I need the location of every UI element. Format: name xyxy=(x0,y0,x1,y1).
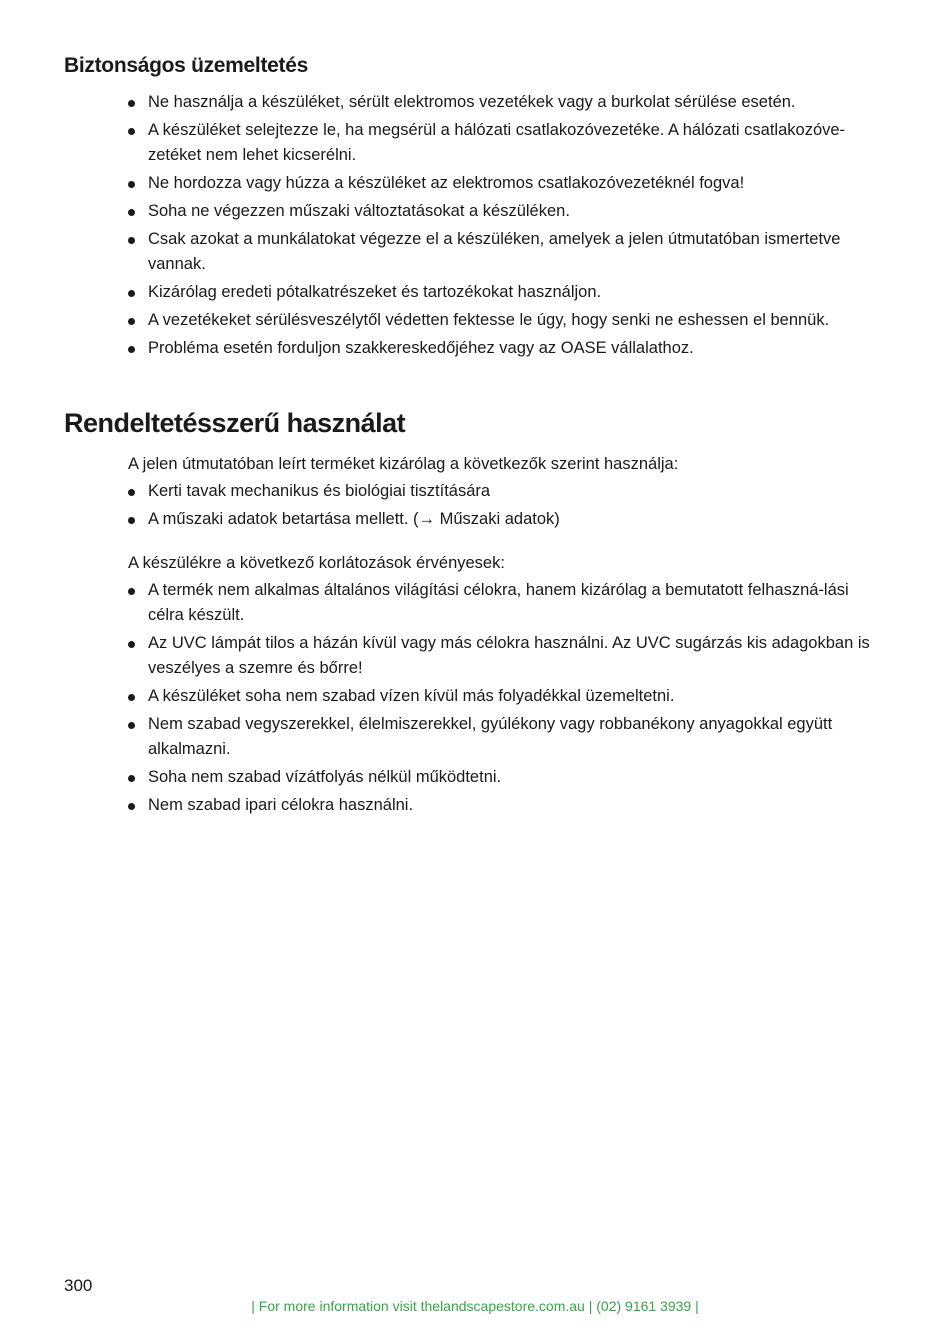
list-item: Ne hordozza vagy húzza a készüléket az elektromos csatlakozóvezetéknél fogva! xyxy=(128,171,888,196)
bullet-icon xyxy=(128,181,135,188)
intended-use-block xyxy=(128,452,888,535)
list-item: Kerti tavak mechanikus és biológiai tisztítására xyxy=(128,479,888,504)
bullet-icon xyxy=(128,290,135,297)
restrictions-block xyxy=(128,551,888,821)
section-heading-safe-operation: Biztonságos üzemeltetés xyxy=(64,54,308,77)
page-number: 300 xyxy=(64,1276,93,1295)
list-item: Kizárólag eredeti pótalkatrészeket és tartozékokat használjon. xyxy=(128,280,888,305)
list-item: Soha nem szabad vízátfolyás nélkül működtetni. xyxy=(128,765,888,790)
bullet-icon xyxy=(128,775,135,782)
list-item: Nem szabad ipari célokra használni. xyxy=(128,793,888,818)
list-item: A műszaki adatok betartása mellett. (→ Műszaki adatok) xyxy=(128,507,888,532)
safe-operation-list xyxy=(128,90,888,361)
restrictions-list xyxy=(128,578,888,818)
list-item: Csak azokat a munkálatokat végezze el a készüléken, amelyek a jelen útmutatóban ismertetve vannak. xyxy=(128,227,888,277)
bullet-icon xyxy=(128,722,135,729)
bullet-icon xyxy=(128,209,135,216)
section-heading-intended-use: Rendeltetésszerű használat xyxy=(64,408,406,438)
bullet-icon xyxy=(128,346,135,353)
bullet-icon xyxy=(128,588,135,595)
bullet-icon xyxy=(128,517,135,524)
list-item: Probléma esetén forduljon szakkereskedőjéhez vagy az OASE vállalathoz. xyxy=(128,336,888,361)
list-item: A készüléket selejtezze le, ha megsérül a hálózati csatlakozóvezetéke. A hálózati csatlakozóve-zetéket nem lehet kicserélni. xyxy=(128,118,888,168)
list-item: Nem szabad vegyszerekkel, élelmiszerekkel, gyúlékony vagy robbanékony anyagokkal együtt alkalmazni. xyxy=(128,712,888,762)
safe-operation-list-block xyxy=(128,90,888,364)
list-item: A termék nem alkalmas általános világítási célokra, hanem kizárólag a bemutatott felhaszná-lási célra készült. xyxy=(128,578,888,628)
bullet-icon xyxy=(128,237,135,244)
bullet-icon xyxy=(128,803,135,810)
intended-use-intro: A jelen útmutatóban leírt terméket kizárólag a következők szerint használja: xyxy=(128,455,679,473)
footer-contact: | For more information visit thelandscapestore.com.au | (02) 9161 3939 | xyxy=(251,1298,699,1314)
bullet-icon xyxy=(128,489,135,496)
bullet-icon xyxy=(128,694,135,701)
list-item: A vezetékeket sérülésveszélytől védetten fektesse le úgy, hogy senki ne eshessen el bennük. xyxy=(128,308,888,333)
bullet-icon xyxy=(128,100,135,107)
list-item: Az UVC lámpát tilos a házán kívül vagy más célokra használni. Az UVC sugárzás kis adagokban is veszélyes a szemre és bőrre! xyxy=(128,631,888,681)
bullet-icon xyxy=(128,128,135,135)
restrictions-intro: A készülékre a következő korlátozások érvényesek: xyxy=(128,554,505,572)
list-item: A készüléket soha nem szabad vízen kívül más folyadékkal üzemeltetni. xyxy=(128,684,888,709)
list-item: Ne használja a készüléket, sérült elektromos vezetékek vagy a burkolat sérülése esetén. xyxy=(128,90,888,115)
bullet-icon xyxy=(128,318,135,325)
intended-use-list xyxy=(128,479,888,532)
list-item: Soha ne végezzen műszaki változtatásokat a készüléken. xyxy=(128,199,888,224)
bullet-icon xyxy=(128,641,135,648)
